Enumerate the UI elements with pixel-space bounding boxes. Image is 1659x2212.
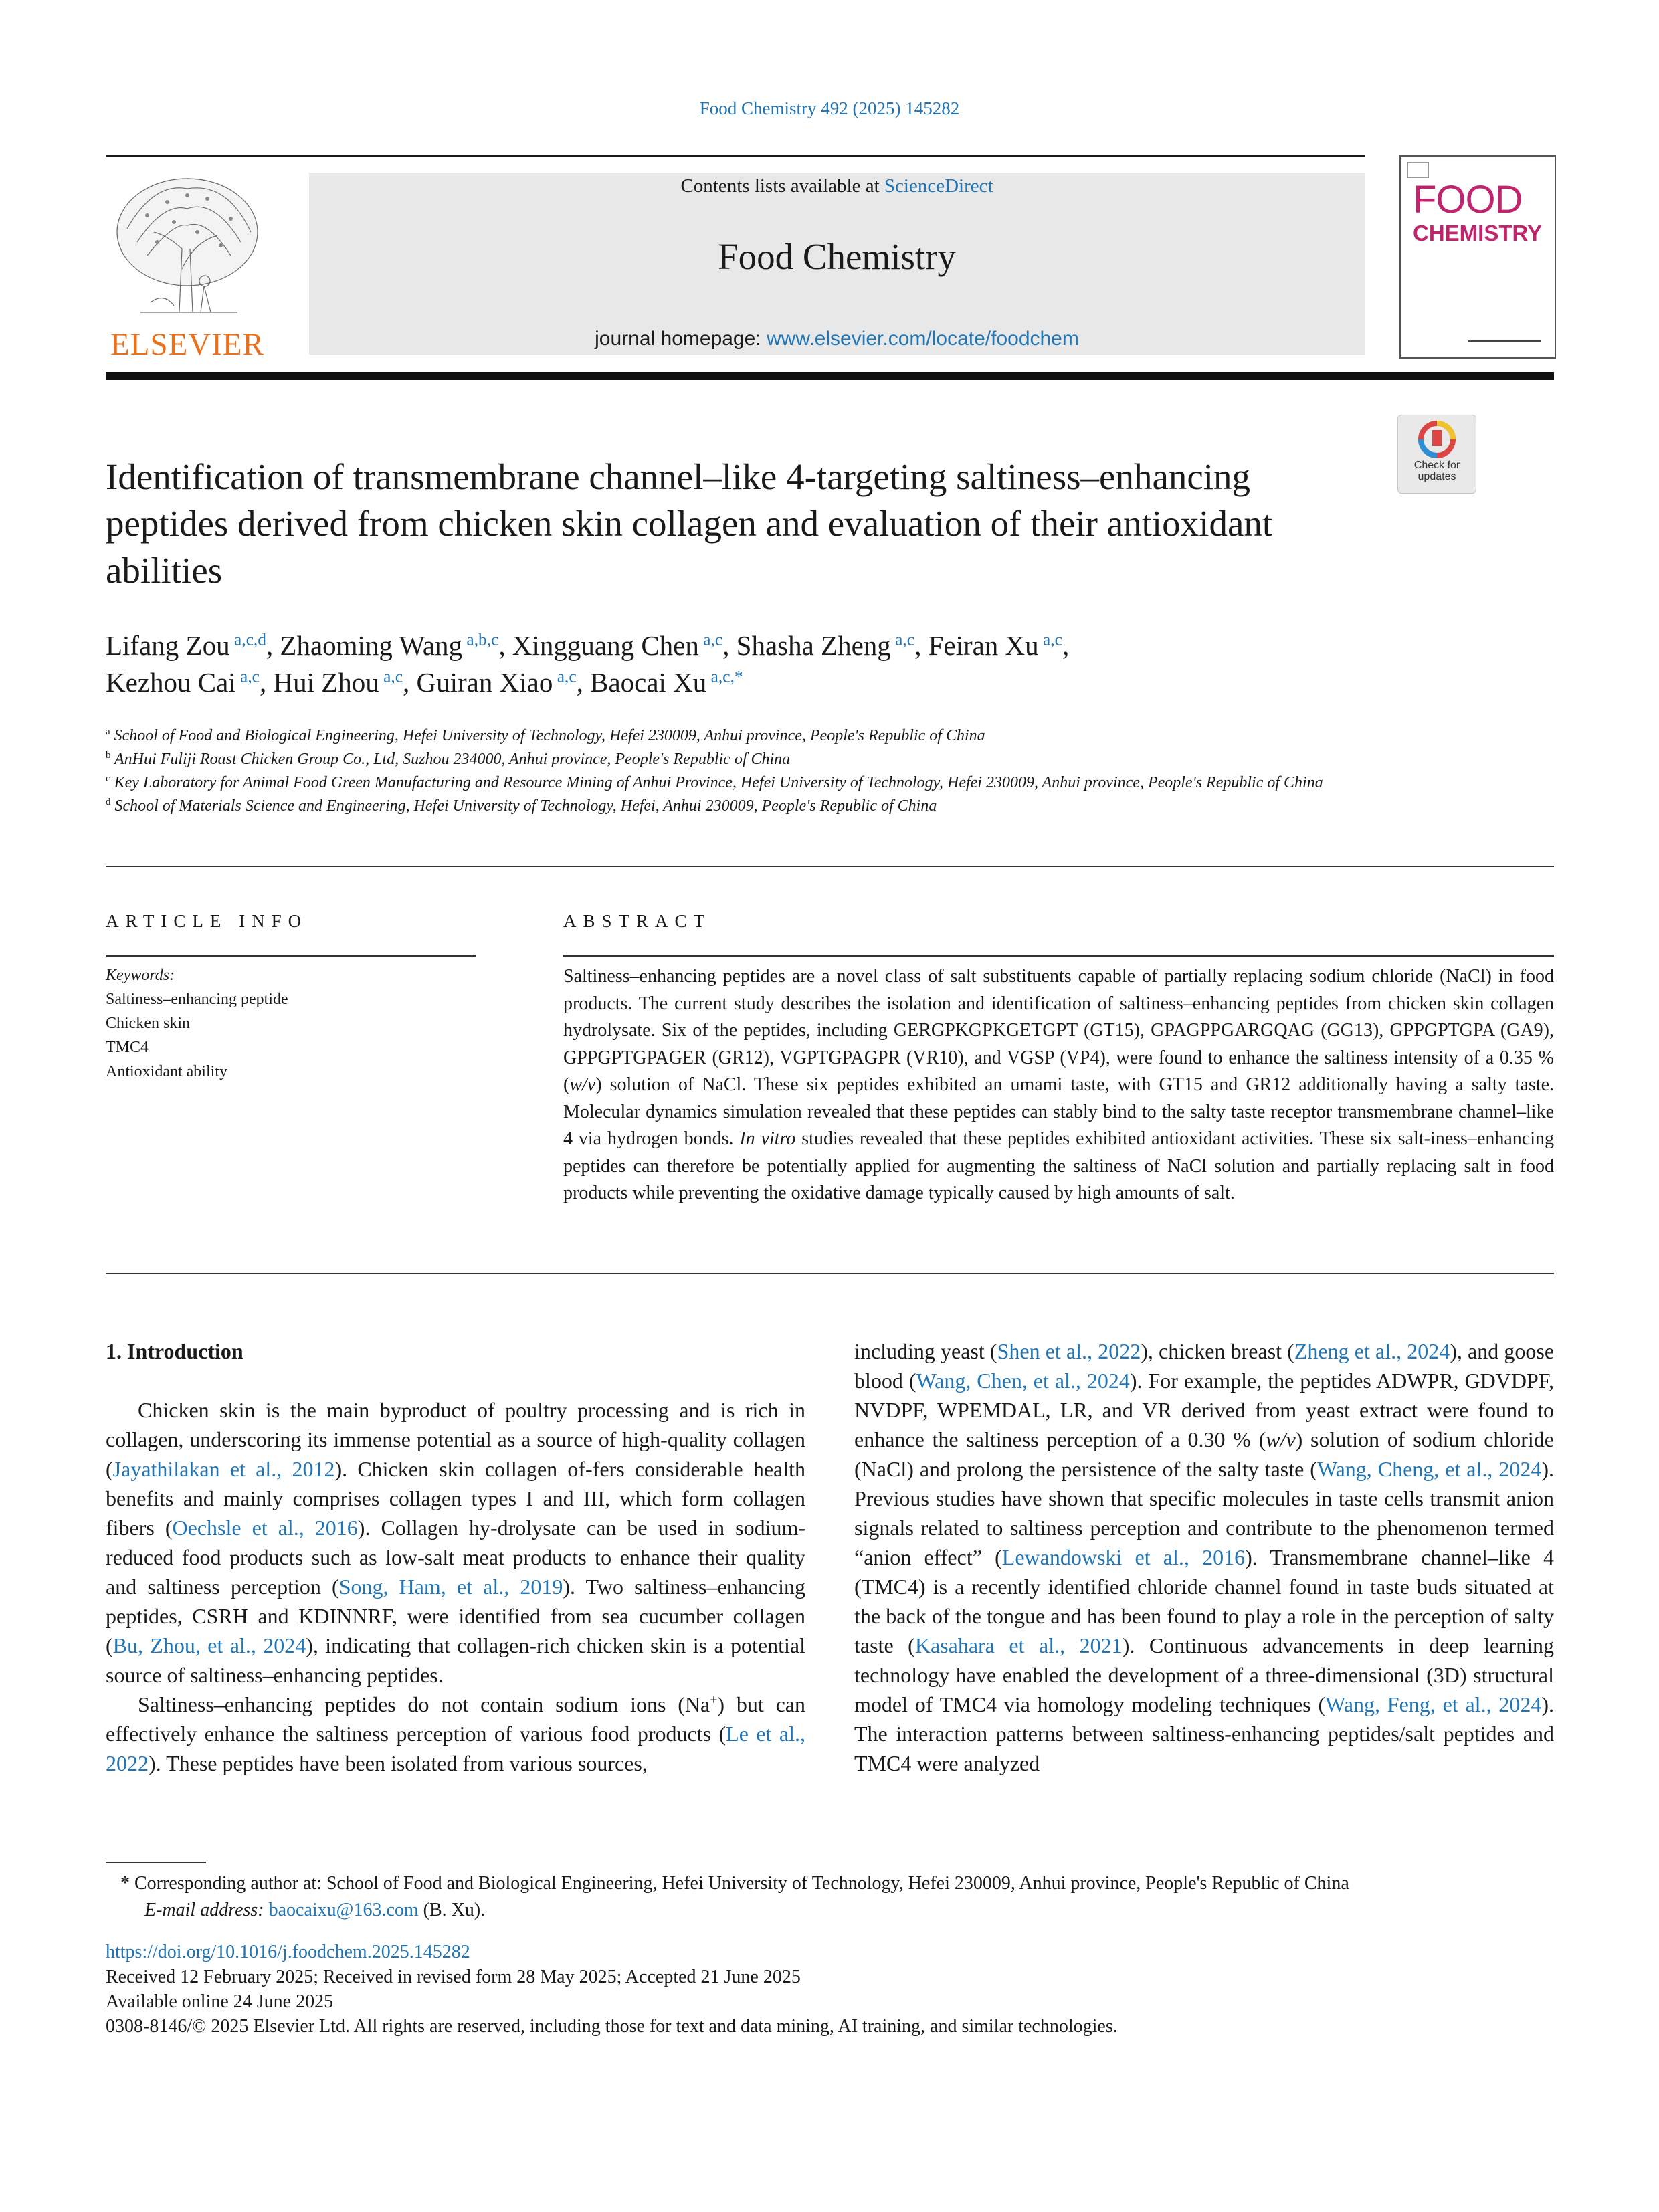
top-divider <box>106 155 1365 157</box>
author-affiliation-marker[interactable]: a,b,c <box>462 630 499 649</box>
check-for-updates-badge[interactable] <box>1397 415 1476 494</box>
citation-link[interactable]: Song, Ham, et al., 2019 <box>338 1575 563 1599</box>
affiliation-item: $^c$ Key Laboratory for Animal Food Green Manufacturing and Resource Mining of Anhui Province, Hefei University of Technology, Hefei 230009, Anhui province, People's Republic of China <box>106 773 1323 791</box>
body-column-left <box>106 1336 805 1778</box>
affiliation-item: $^b$ AnHui Fuliji Roast Chicken Group Co., Ltd, Suzhou 234000, Anhui province, People's Republic of China <box>106 750 791 768</box>
author-name[interactable]: Guiran Xiao $^{a,c}$ <box>416 667 577 698</box>
keywords-label: Keywords: <box>106 967 175 984</box>
citation-link[interactable]: Kasahara et al., 2021 <box>914 1633 1123 1657</box>
author-name[interactable]: Kezhou Cai $^{a,c}$ <box>106 667 260 698</box>
email-link[interactable]: baocaixu@163.com <box>268 1900 419 1920</box>
citation-link[interactable]: Oechsle et al., 2016 <box>172 1516 358 1540</box>
affiliation-item: $^a$ School of Food and Biological Engineering, Hefei University of Technology, Hefei 230009, Anhui province, People's Republic of China <box>106 726 985 744</box>
citation-link[interactable]: Wang, Feng, et al., 2024 <box>1325 1692 1542 1716</box>
keyword-item: Chicken skin <box>106 1015 190 1032</box>
cover-title-food: FOOD <box>1413 178 1523 221</box>
keyword-item: Antioxidant ability <box>106 1063 227 1080</box>
article-info-divider <box>106 955 476 957</box>
abstract-divider <box>563 955 1554 957</box>
header-thick-divider <box>106 372 1554 380</box>
citation-link[interactable]: Wang, Chen, et al., 2024 <box>916 1369 1130 1393</box>
author-affiliation-marker[interactable]: a,c <box>379 667 403 686</box>
author-affiliation-marker[interactable]: a,c,d <box>229 630 266 649</box>
sciencedirect-link[interactable]: ScienceDirect <box>884 175 993 197</box>
homepage-prefix: journal homepage: <box>595 328 767 350</box>
email-line: E-mail address: baocaixu@163.com (B. Xu). <box>144 1900 486 1920</box>
author-name[interactable]: Shasha Zheng $^{a,c}$ <box>736 630 915 661</box>
footnote-divider <box>106 1862 206 1863</box>
received-dates: Received 12 February 2025; Received in revised form 28 May 2025; Accepted 21 June 2025 <box>106 1967 801 1987</box>
corresponding-author-note: * Corresponding author at: School of Food and Biological Engineering, Hefei University of Technology, Hefei 230009, Anhui province, People's Republic of China <box>120 1873 1349 1894</box>
intro-paragraph-2-continued: including yeast (Shen et al., 2022), chicken breast (Zheng et al., 2024), and goose blood (Wang, Chen, et al., 2024). For example, the peptides ADWPR, GDVDPF, NVDPF, WPEMDAL, LR, and VR derived from yeast extract were found to enhance the saltiness perception of a 0.30 % (w/v) solution of sodium chloride (NaCl) and prolong the persistence of the salty taste (Wang, Cheng, et al., 2024). Previous studies have shown that specific molecules in taste cells transmit anion signals related to saltiness perception and contribute to the phenomenon termed “anion effect” (Lewandowski et al., 2016). Transmembrane channel–like 4 (TMC4) is a recently identified chloride channel found in taste buds situated at the back of the tongue and has been found to play a role in the perception of salty taste (Kasahara et al., 2021). Continuous advancements in deep learning technology have enabled the development of a three-dimensional (3D) structural model of TMC4 via homology modeling techniques (Wang, Feng, et al., 2024). The interaction patterns between saltiness-enhancing peptides/salt peptides and TMC4 were analyzed <box>854 1339 1555 1775</box>
author-name[interactable]: Baocai Xu $^{a,c,*}$ <box>590 667 743 698</box>
contents-available-line <box>309 175 1365 197</box>
citation-link[interactable]: Bu, Zhou, et al., 2024 <box>112 1633 306 1657</box>
cover-bottom-rule <box>1468 340 1541 342</box>
crossmark-label: Check for updates <box>1413 460 1460 482</box>
journal-homepage-line <box>309 328 1365 350</box>
affiliation-item: $^d$ School of Materials Science and Engineering, Hefei University of Technology, Hefei, Anhui 230009, People's Republic of China <box>106 797 937 815</box>
journal-reference-link[interactable]: Food Chemistry 492 (2025) 145282 <box>699 98 960 118</box>
journal-cover-thumbnail[interactable] <box>1399 155 1556 359</box>
author-affiliation-marker[interactable]: a,c <box>235 667 260 686</box>
author-name[interactable]: Hui Zhou $^{a,c}$ <box>273 667 403 698</box>
journal-homepage-link[interactable]: www.elsevier.com/locate/foodchem <box>766 328 1079 350</box>
affiliation-list <box>106 724 1551 818</box>
section-heading-introduction: 1. Introduction <box>106 1339 243 1363</box>
author-list: Lifang Zou $^{a,c,d}$, Zhaoming Wang $^{a,b,c}$, Xingguang Chen $^{a,c}$, Shasha Zheng $^{a,c}$, Feiran Xu $^{a,c}$, Kezhou Cai $^{a,c}$, Hui Zhou $^{a,c}$, Guiran Xiao $^{a,c}$, Baocai Xu $^{a,c,*}$ <box>106 630 1070 698</box>
author-affiliation-marker[interactable]: a,c <box>890 630 915 649</box>
author-affiliation-marker[interactable]: a,c <box>553 667 577 686</box>
journal-title: Food Chemistry <box>718 236 956 277</box>
elsevier-tree-icon <box>100 169 274 329</box>
author-affiliation-marker[interactable]: a,c <box>698 630 723 649</box>
keyword-item: TMC4 <box>106 1039 149 1056</box>
doi-link[interactable]: https://doi.org/10.1016/j.foodchem.2025.145282 <box>106 1942 470 1963</box>
affiliations-divider <box>106 866 1554 867</box>
author-affiliation-marker[interactable]: a,c <box>1038 630 1062 649</box>
corresponding-author-footnote <box>106 1870 1554 1924</box>
body-column-right <box>854 1336 1554 1778</box>
publication-info-block <box>106 1940 1554 2039</box>
author-name[interactable]: Xingguang Chen $^{a,c}$ <box>512 630 723 661</box>
contents-prefix: Contents lists available at <box>680 175 884 197</box>
citation-link[interactable]: Jayathilakan et al., 2012 <box>112 1457 335 1481</box>
copyright-notice: 0308-8146/© 2025 Elsevier Ltd. All rights are reserved, including those for text and data mining, AI training, and similar technologies. <box>106 2016 1118 2037</box>
intro-paragraph-1: Chicken skin is the main byproduct of poultry processing and is rich in collagen, underscoring its immense potential as a source of high-quality collagen (Jayathilakan et al., 2012). Chicken skin collagen of-fers considerable health benefits and mainly comprises collagen types I and III, which form collagen fibers (Oechsle et al., 2016). Collagen hy-drolysate can be used in sodium-reduced food products such as low-salt meat products to enhance their quality and saltiness perception (Song, Ham, et al., 2019). Two saltiness–enhancing peptides, CSRH and KDINNRF, were identified from sea cucumber collagen (Bu, Zhou, et al., 2024), indicating that collagen-rich chicken skin is a potential source of saltiness–enhancing peptides. <box>106 1398 806 1687</box>
citation-link[interactable]: Lewandowski et al., 2016 <box>1001 1545 1246 1569</box>
available-online-date: Available online 24 June 2025 <box>106 1991 334 2012</box>
citation-link[interactable]: Shen et al., 2022 <box>997 1339 1141 1363</box>
article-title: Identification of transmembrane channel–like 4-targeting saltiness–enhancing peptides derived from chicken skin collagen and evaluation of their antioxidant abilities <box>106 456 1273 591</box>
keywords-block <box>106 963 476 1084</box>
citation-link[interactable]: Le et al., 2022 <box>106 1722 806 1775</box>
author-name[interactable]: Feiran Xu $^{a,c}$ <box>928 630 1062 661</box>
abstract-heading: ABSTRACT <box>563 911 712 931</box>
elsevier-wordmark: ELSEVIER <box>110 327 264 362</box>
crossmark-icon <box>1417 419 1457 460</box>
author-affiliation-marker[interactable]: a,c,* <box>706 667 743 686</box>
cover-emblem-icon <box>1407 162 1429 178</box>
article-info-heading: ARTICLE INFO <box>106 911 308 931</box>
keyword-item: Saltiness–enhancing peptide <box>106 991 288 1008</box>
citation-link[interactable]: Zheng et al., 2024 <box>1294 1339 1450 1363</box>
abstract-bottom-divider <box>106 1273 1554 1274</box>
abstract-text: Saltiness–enhancing peptides are a novel class of salt substituents capable of partially replacing sodium chloride (NaCl) in food products. The current study describes the isolation and identification of saltiness–enhancing peptides from chicken skin collagen hydrolysate. Six of the peptides, including GERGPKGPKGETGPT (GT15), GPAGPPGARGQAG (GG13), GPPGPTGPA (GA9), GPPGPTGPAGER (GR12), VGPTGPAGPR (VR10), and VGSP (VP4), were found to enhance the saltiness intensity of a 0.35 % (w/v) solution of NaCl. These six peptides exhibited an umami taste, with GT15 and GR12 additionally having a salty taste. Molecular dynamics simulation revealed that these peptides can stably bind to the salty taste receptor transmembrane channel–like 4 via hydrogen bonds. In vitro studies revealed that these peptides exhibited antioxidant activities. These six salt-iness–enhancing peptides can therefore be potentially applied for augmenting the saltiness of NaCl solution and partially replacing salt in food products while preventing the oxidative damage typically caused by high amounts of salt. <box>563 966 1554 1203</box>
author-name[interactable]: Zhaoming Wang $^{a,b,c}$ <box>280 630 499 661</box>
author-name[interactable]: Lifang Zou $^{a,c,d}$ <box>106 630 266 661</box>
cover-title-chemistry: CHEMISTRY <box>1413 221 1543 245</box>
citation-link[interactable]: Wang, Cheng, et al., 2024 <box>1316 1457 1542 1481</box>
intro-paragraph-2: Saltiness–enhancing peptides do not contain sodium ions (Na+) but can effectively enhance the saltiness perception of various food products (Le et al., 2022). These peptides have been isolated from various sources, <box>106 1692 806 1775</box>
